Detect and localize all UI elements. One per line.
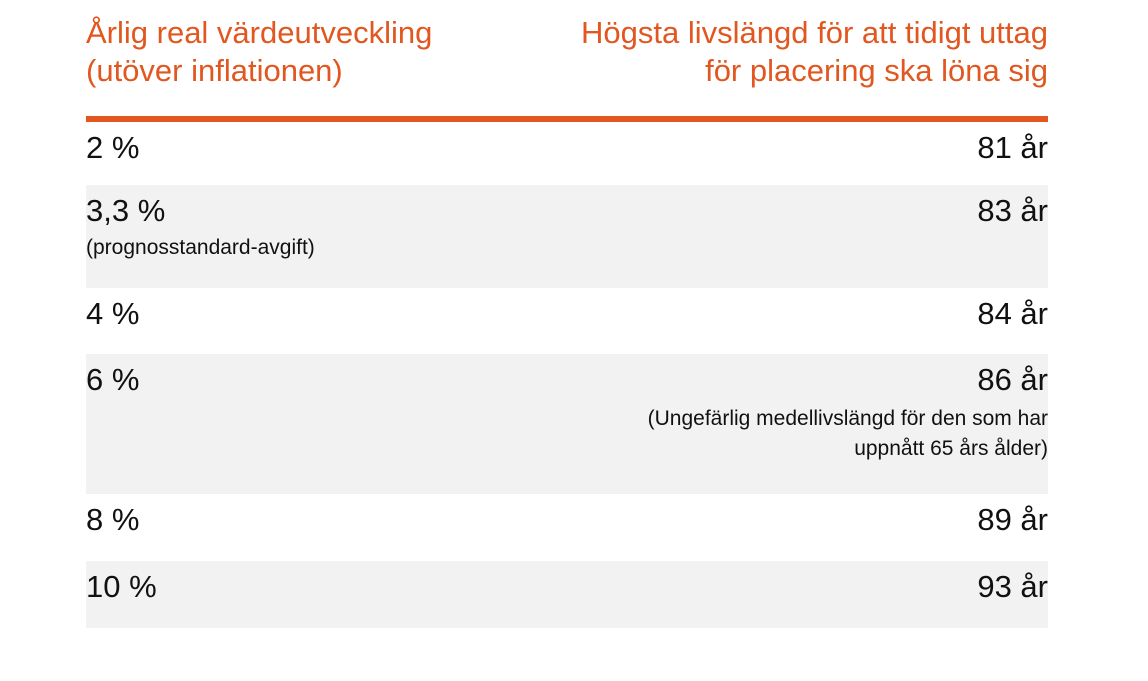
growth-cell: 3,3 % <box>86 193 166 228</box>
growth-cell: 4 % <box>86 296 140 331</box>
growth-cell-group <box>86 193 315 263</box>
table-header <box>86 0 1048 116</box>
header-max-age-line1: Högsta livslängd för att tidigt uttag <box>581 15 1048 50</box>
age-cell: 81 år <box>977 130 1048 165</box>
table-row <box>86 185 1048 288</box>
life-expectancy-table <box>86 0 1048 628</box>
age-cell: 93 år <box>977 569 1048 604</box>
age-cell: 83 år <box>977 193 1048 228</box>
growth-cell: 10 % <box>86 569 157 604</box>
table-row <box>86 494 1048 561</box>
table-row <box>86 288 1048 354</box>
growth-cell: 2 % <box>86 130 140 165</box>
age-cell-group <box>648 362 1048 464</box>
age-note-line1: (Ungefärlig medellivslängd för den som har <box>647 407 1048 430</box>
table-row <box>86 122 1048 185</box>
header-growth-line1: Årlig real värdeutveckling <box>86 15 433 50</box>
header-growth <box>86 14 432 90</box>
growth-cell: 8 % <box>86 502 140 537</box>
age-note-line2: uppnått 65 års ålder) <box>854 437 1048 460</box>
age-cell: 89 år <box>977 502 1048 537</box>
age-cell: 84 år <box>977 296 1048 331</box>
header-max-age-line2: för placering ska löna sig <box>705 53 1048 88</box>
age-cell: 86 år <box>977 362 1048 397</box>
header-max-age <box>581 14 1048 90</box>
growth-cell: 6 % <box>86 362 140 397</box>
table-row <box>86 354 1048 494</box>
growth-note: (prognosstandard-avgift) <box>86 236 315 259</box>
header-growth-line2: (utöver inflationen) <box>86 53 343 88</box>
table-row <box>86 561 1048 628</box>
